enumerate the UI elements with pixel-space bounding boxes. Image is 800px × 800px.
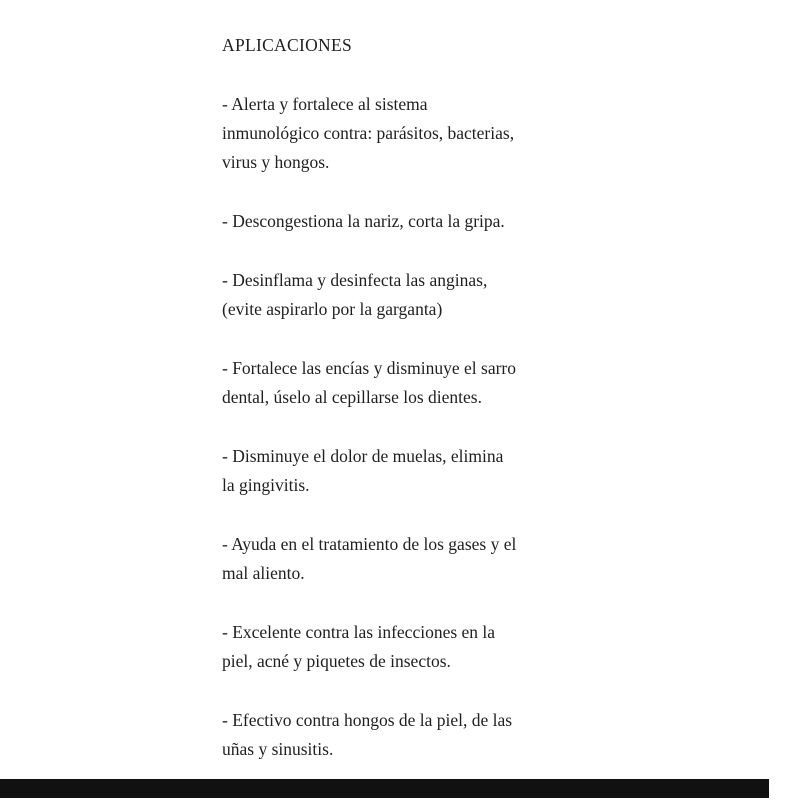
paragraph-line: - Desinflama y desinfecta las anginas, [222, 270, 488, 290]
paragraph-line: - Alerta y fortalece al sistema [222, 94, 428, 114]
paragraph-piel [222, 618, 760, 676]
paragraph-line: virus y hongos. [222, 152, 330, 172]
paragraph-line: - Excelente contra las infecciones en la [222, 622, 496, 642]
paragraph-line: uñas y sinusitis. [222, 739, 334, 759]
bottom-bar [0, 779, 769, 798]
paragraph-line: - Ayuda en el tratamiento de los gases y el [222, 534, 517, 554]
paragraph-decongest [222, 207, 760, 236]
paragraph-hongos [222, 706, 760, 764]
paragraph-line: inmunológico contra: parásitos, bacterias, [222, 123, 515, 143]
paragraph-line: - Efectivo contra hongos de la piel, de las [222, 710, 513, 730]
paragraph-line: dental, úselo al cepillarse los dientes. [222, 387, 482, 407]
paragraph-encias [222, 354, 760, 412]
paragraph-gases [222, 530, 760, 588]
paragraph-line: (evite aspirarlo por la garganta) [222, 299, 443, 319]
paragraph-muelas [222, 442, 760, 500]
paragraph-anginas [222, 266, 760, 324]
paragraph-line: - Fortalece las encías y disminuye el sarro [222, 358, 516, 378]
paragraph-line: mal aliento. [222, 563, 305, 583]
paragraph-line: piel, acné y piquetes de insectos. [222, 651, 451, 671]
paragraph-line: la gingivitis. [222, 475, 310, 495]
paragraph-immune [222, 90, 760, 177]
paragraph-line: - Descongestiona la nariz, corta la gripa. [222, 211, 505, 231]
paragraph-line: - Disminuye el dolor de muelas, elimina [222, 446, 504, 466]
page-title: APLICACIONES [222, 35, 352, 55]
